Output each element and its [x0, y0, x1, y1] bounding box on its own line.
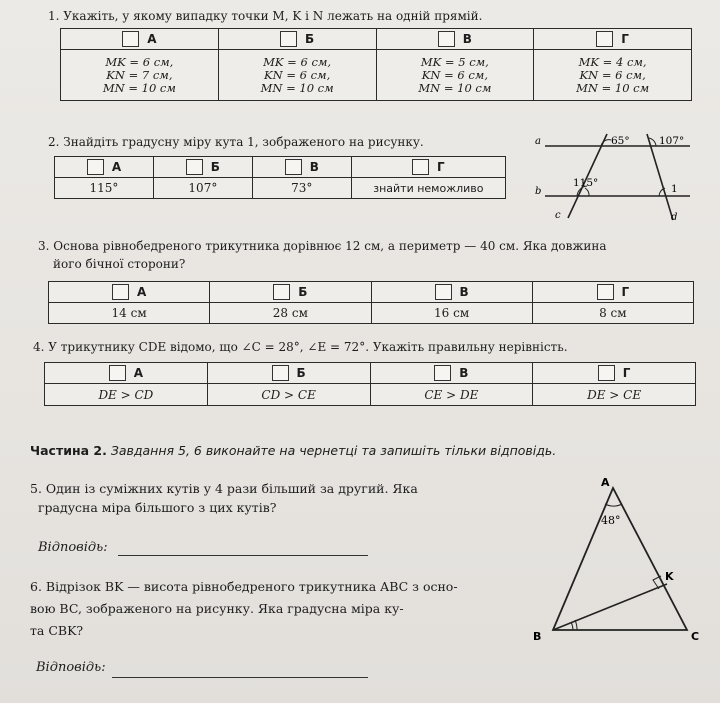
- question-6-text-cont: вою BC, зображеного на рисунку. Яка градусна міра ку-: [30, 601, 404, 616]
- option-b-value: CD > CE: [207, 384, 370, 406]
- option-checkbox[interactable]: [435, 284, 452, 300]
- answer-field-6[interactable]: [112, 677, 368, 678]
- option-checkbox[interactable]: [109, 365, 126, 381]
- option-a-value: DE > CD: [45, 384, 208, 406]
- vertex-c: C: [691, 630, 700, 643]
- question-3-text: 3. Основа рівнобедреного трикутника дорівнює 12 см, а периметр — 40 см. Яка довжина: [38, 239, 607, 253]
- angle-48: 48°: [601, 514, 621, 527]
- angle-1: 1: [671, 183, 678, 195]
- option-checkbox[interactable]: [596, 31, 613, 47]
- option-checkbox[interactable]: [285, 159, 302, 175]
- label-c: c: [555, 210, 561, 221]
- answer-field-5[interactable]: [118, 555, 368, 556]
- option-checkbox[interactable]: [112, 284, 129, 300]
- option-checkbox[interactable]: [272, 365, 289, 381]
- option-checkbox[interactable]: [273, 284, 290, 300]
- option-d-value: DE > CE: [533, 384, 696, 406]
- question-1-text: 1. Укажіть, у якому випадку точки M, K і N лежать на одній прямій.: [48, 9, 483, 23]
- option-checkbox[interactable]: [412, 159, 429, 175]
- option-checkbox[interactable]: [280, 31, 297, 47]
- question-1-options: А Б В Г MK = 6 см, KN = 7 см, MN = 10 см MK = 6 см, KN = 6 см, MN = 10 см MK = 5 см, KN = 6 см, MN = 10 см MK = 4 см, KN = 6 см, MN = 10 см: [60, 28, 692, 101]
- option-checkbox[interactable]: [87, 159, 104, 175]
- option-c-value: CE > DE: [370, 384, 533, 406]
- option-checkbox[interactable]: [186, 159, 203, 175]
- option-d-value: MK = 4 см, KN = 6 см, MN = 10 см: [534, 50, 692, 101]
- vertex-k: K: [665, 570, 674, 583]
- option-c-value: MK = 5 см, KN = 6 см, MN = 10 см: [376, 50, 534, 101]
- angle-107: 107°: [659, 135, 685, 147]
- option-d-value: 8 см: [532, 303, 693, 324]
- label-a: a: [535, 136, 541, 147]
- question-3-options: А Б В Г 14 см 28 см 16 см 8 см: [48, 281, 694, 324]
- question-4-text: 4. У трикутнику CDE відомо, що ∠C = 28°, ∠E = 72°. Укажіть правильну нерівність.: [33, 340, 568, 354]
- answer-label-5: Відповідь:: [38, 540, 108, 555]
- question-6-text-cont2: та CBK?: [30, 623, 84, 638]
- option-checkbox[interactable]: [434, 365, 451, 381]
- option-a-value: 115°: [55, 178, 154, 199]
- question-2-options: А Б В Г 115° 107° 73° знайти неможливо: [54, 156, 506, 199]
- angle-65: 65°: [611, 135, 630, 147]
- answer-label-6: Відповідь:: [36, 660, 106, 675]
- angle-115: 115°: [573, 177, 599, 189]
- option-checkbox[interactable]: [597, 284, 614, 300]
- option-a-value: 14 см: [49, 303, 210, 324]
- option-c-value: 73°: [252, 178, 351, 199]
- option-checkbox[interactable]: [438, 31, 455, 47]
- label-d: d: [671, 212, 678, 223]
- question-3-text-cont: його бічної сторони?: [53, 257, 186, 271]
- question-5-text-cont: градусна міра більшого з цих кутів?: [38, 500, 277, 515]
- vertex-a: A: [601, 476, 610, 489]
- question-6-text: 6. Відрізок BK — висота рівнобедреного трикутника ABC з осно-: [30, 579, 458, 594]
- option-checkbox[interactable]: [598, 365, 615, 381]
- option-b-value: 107°: [153, 178, 252, 199]
- option-c-value: 16 см: [371, 303, 532, 324]
- option-checkbox[interactable]: [122, 31, 139, 47]
- triangle-figure: [525, 474, 715, 646]
- vertex-b: B: [533, 630, 542, 643]
- label-b: b: [535, 186, 542, 197]
- question-4-options: А Б В Г DE > CD CD > CE CE > DE DE > CE: [44, 362, 696, 406]
- question-2-text: 2. Знайдіть градусну міру кута 1, зображеного на рисунку.: [48, 135, 424, 149]
- option-b-value: MK = 6 см, KN = 6 см, MN = 10 см: [218, 50, 376, 101]
- part-2-heading: Частина 2. Завдання 5, 6 виконайте на чернетці та запишіть тільки відповідь.: [30, 443, 557, 458]
- question-5-text: 5. Один із суміжних кутів у 4 рази більший за другий. Яка: [30, 481, 418, 496]
- option-a-value: MK = 6 см, KN = 7 см, MN = 10 см: [61, 50, 219, 101]
- option-d-value: знайти неможливо: [351, 178, 505, 199]
- parallel-lines-figure: [525, 128, 715, 228]
- option-b-value: 28 см: [210, 303, 371, 324]
